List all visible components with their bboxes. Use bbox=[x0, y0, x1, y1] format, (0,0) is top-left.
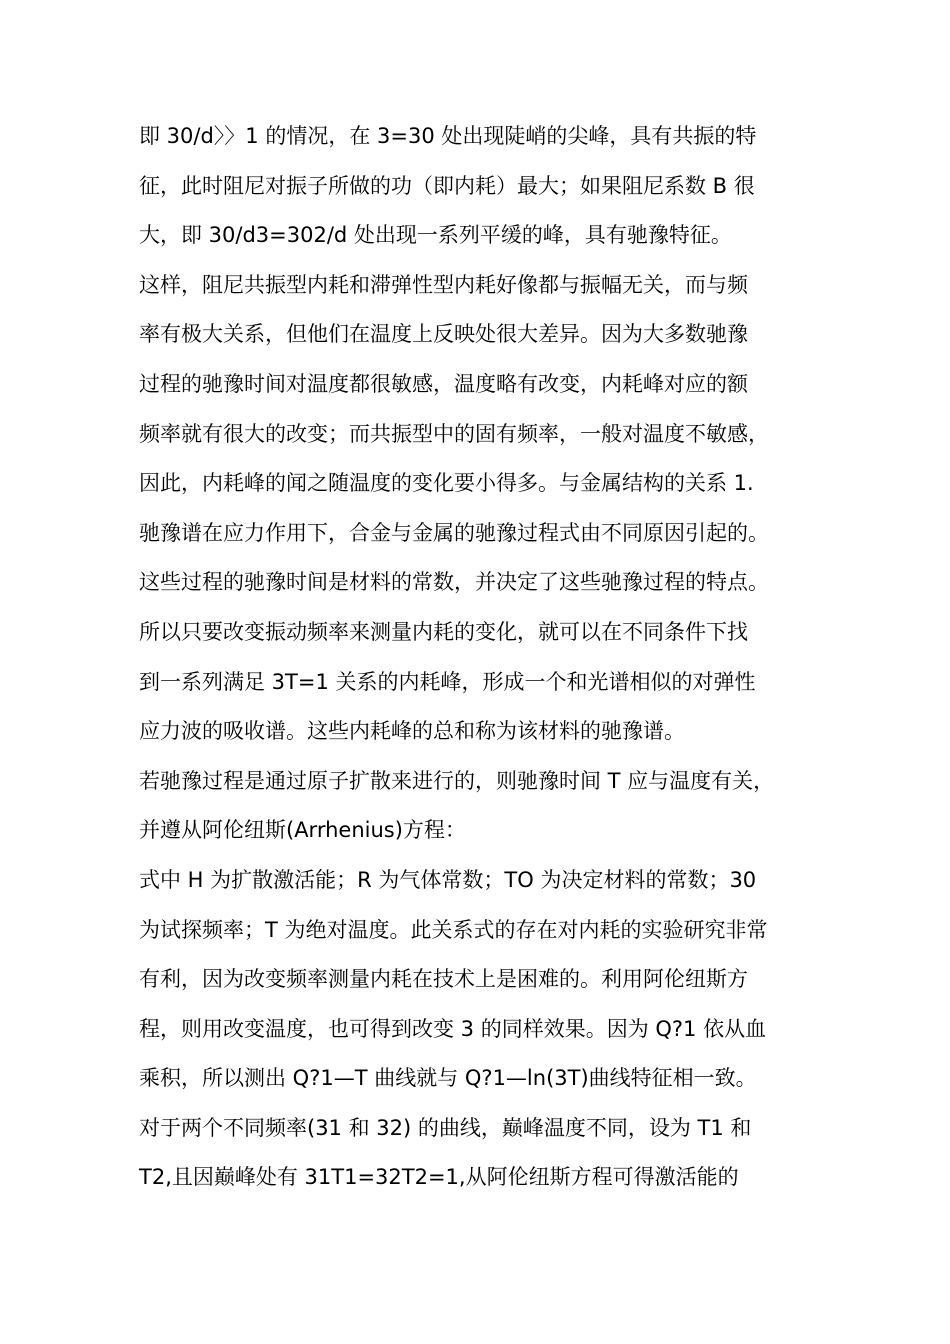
text-line: 所以只要改变振动频率来测量内耗的变化，就可以在不同条件下找 bbox=[139, 619, 748, 644]
text-line: 频率就有很大的改变；而共振型中的固有频率，一般对温度不敏感， bbox=[139, 421, 769, 446]
text-line: 式中 H 为扩散激活能；R 为气体常数；TO 为决定材料的常数；30 bbox=[139, 867, 757, 892]
text-line: 对于两个不同频率(31 和 32) 的曲线，巅峰温度不同，设为 T1 和 bbox=[139, 1115, 752, 1140]
text-line: 乘积，所以测出 Q?1—T 曲线就与 Q?1—ln(3T)曲线特征相一致。 bbox=[139, 1066, 757, 1091]
text-line: 若驰豫过程是通过原子扩散来进行的，则驰豫时间 T 应与温度有关， bbox=[139, 768, 775, 793]
text-line: 应力波的吸收谱。这些内耗峰的总和称为该材料的驰豫谱。 bbox=[139, 719, 685, 744]
body-text bbox=[139, 116, 819, 1207]
text-line: 征，此时阻尼对振子所做的功（即内耗）最大；如果阻尼系数 B 很 bbox=[139, 173, 755, 198]
text-line: 过程的驰豫时间对温度都很敏感，温度略有改变，内耗峰对应的额 bbox=[139, 371, 748, 396]
text-line: 为试探频率；T 为绝对温度。此关系式的存在对内耗的实验研究非常 bbox=[139, 917, 768, 942]
text-line: 因此，内耗峰的闻之随温度的变化要小得多。与金属结构的关系 1. bbox=[139, 471, 754, 496]
text-line: 有利，因为改变频率测量内耗在技术上是困难的。利用阿伦纽斯方 bbox=[139, 967, 748, 992]
text-line: 到一系列满足 3T=1 关系的内耗峰，形成一个和光谱相似的对弹性 bbox=[139, 669, 756, 694]
text-line: 率有极大关系，但他们在温度上反映处很大差异。因为大多数驰豫 bbox=[139, 322, 748, 347]
text-line: 这些过程的驰豫时间是材料的常数，并决定了这些驰豫过程的特点。 bbox=[139, 570, 769, 595]
text-line: 大，即 30/d3=302/d 处出现一系列平缓的峰，具有驰豫特征。 bbox=[139, 223, 732, 248]
text-line: 程，则用改变温度，也可得到改变 3 的同样效果。因为 Q?1 依从血 bbox=[139, 1016, 767, 1041]
text-line: 驰豫谱在应力作用下，合金与金属的驰豫过程式由不同原因引起的。 bbox=[139, 520, 769, 545]
text-line: 即 30/d〉〉1 的情况，在 3=30 处出现陡峭的尖峰，具有共振的特 bbox=[139, 124, 757, 148]
text-line: 这样，阻尼共振型内耗和滞弹性型内耗好像都与振幅无关，而与频 bbox=[139, 272, 748, 297]
text-line: T2,且因巅峰处有 31T1=32T2=1,从阿伦纽斯方程可得激活能的 bbox=[139, 1165, 739, 1190]
text-line: 并遵从阿伦纽斯(Arrhenius)方程： bbox=[139, 818, 466, 843]
